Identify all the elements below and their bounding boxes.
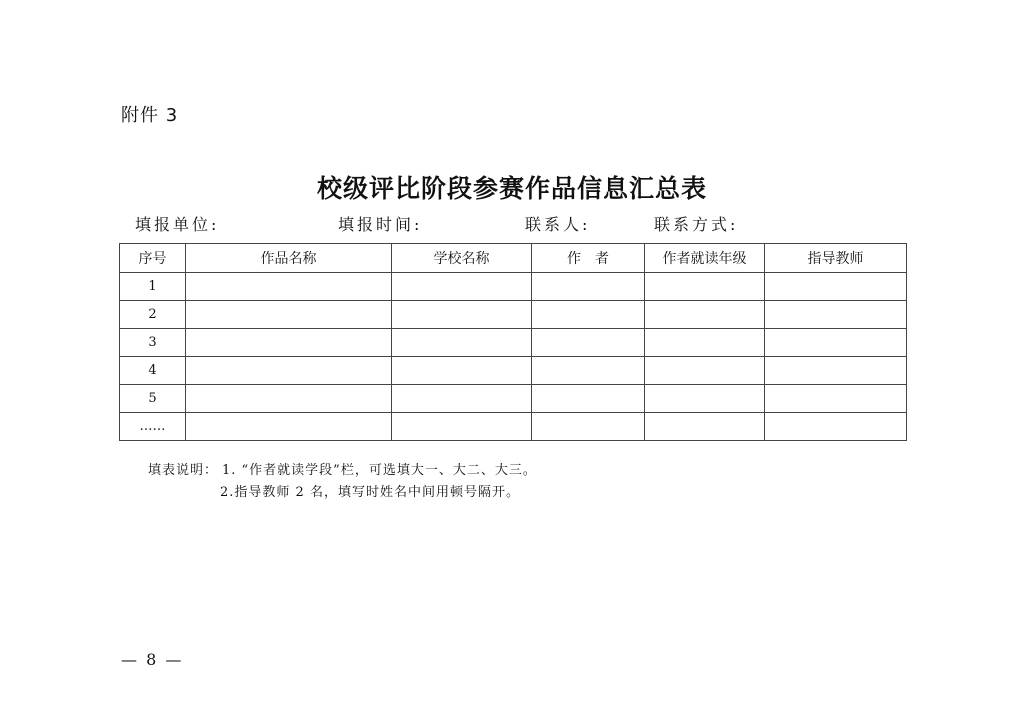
table-row [120,385,907,413]
table-header-row [120,244,907,273]
school-name-cell[interactable] [392,329,532,357]
advisor-cell[interactable] [765,329,907,357]
row-number: 5 [120,385,186,413]
school-name-cell[interactable] [392,385,532,413]
page-number: — 8 — [121,650,184,669]
work-name-cell[interactable] [186,385,392,413]
header-school-name: 学校名称 [392,244,532,273]
author-grade-cell[interactable] [645,301,765,329]
advisor-cell[interactable] [765,413,907,441]
author-cell[interactable] [532,413,645,441]
school-name-cell[interactable] [392,301,532,329]
work-name-cell[interactable] [186,273,392,301]
advisor-cell[interactable] [765,301,907,329]
header-author: 作 者 [532,244,645,273]
contact-person-label: 联系人: [525,215,591,234]
summary-table [119,243,907,441]
author-cell[interactable] [532,329,645,357]
fill-time-label: 填报时间: [338,215,423,234]
advisor-cell[interactable] [765,385,907,413]
row-number: 4 [120,357,186,385]
author-grade-cell[interactable] [645,273,765,301]
work-name-cell[interactable] [186,357,392,385]
author-cell[interactable] [532,357,645,385]
author-grade-cell[interactable] [645,357,765,385]
table-row [120,413,907,441]
table-row [120,301,907,329]
attachment-label: 附件 3 [121,105,179,126]
author-grade-cell[interactable] [645,385,765,413]
header-work-name: 作品名称 [186,244,392,273]
author-cell[interactable] [532,385,645,413]
contact-method-label: 联系方式: [654,215,739,234]
row-number: 3 [120,329,186,357]
row-number-ellipsis: …… [120,413,186,441]
author-cell[interactable] [532,273,645,301]
advisor-cell[interactable] [765,357,907,385]
table-row [120,357,907,385]
author-grade-cell[interactable] [645,329,765,357]
table-row [120,329,907,357]
school-name-cell[interactable] [392,357,532,385]
school-name-cell[interactable] [392,273,532,301]
author-grade-cell[interactable] [645,413,765,441]
school-name-cell[interactable] [392,413,532,441]
fill-unit-label: 填报单位: [135,215,220,234]
author-cell[interactable] [532,301,645,329]
advisor-cell[interactable] [765,273,907,301]
header-serial: 序号 [120,244,186,273]
header-author-grade: 作者就读年级 [645,244,765,273]
notes-label: 填表说明： [148,463,219,478]
work-name-cell[interactable] [186,413,392,441]
row-number: 1 [120,273,186,301]
note-line-2: 2.指导教师 2 名，填写时姓名中间用顿号隔开。 [220,485,520,500]
note-line-1: 1. “作者就读学段”栏，可选填大一、大二、大三。 [222,463,537,478]
work-name-cell[interactable] [186,301,392,329]
header-advisor: 指导教师 [765,244,907,273]
table-row [120,273,907,301]
row-number: 2 [120,301,186,329]
work-name-cell[interactable] [186,329,392,357]
page-title: 校级评比阶段参赛作品信息汇总表 [316,174,707,203]
